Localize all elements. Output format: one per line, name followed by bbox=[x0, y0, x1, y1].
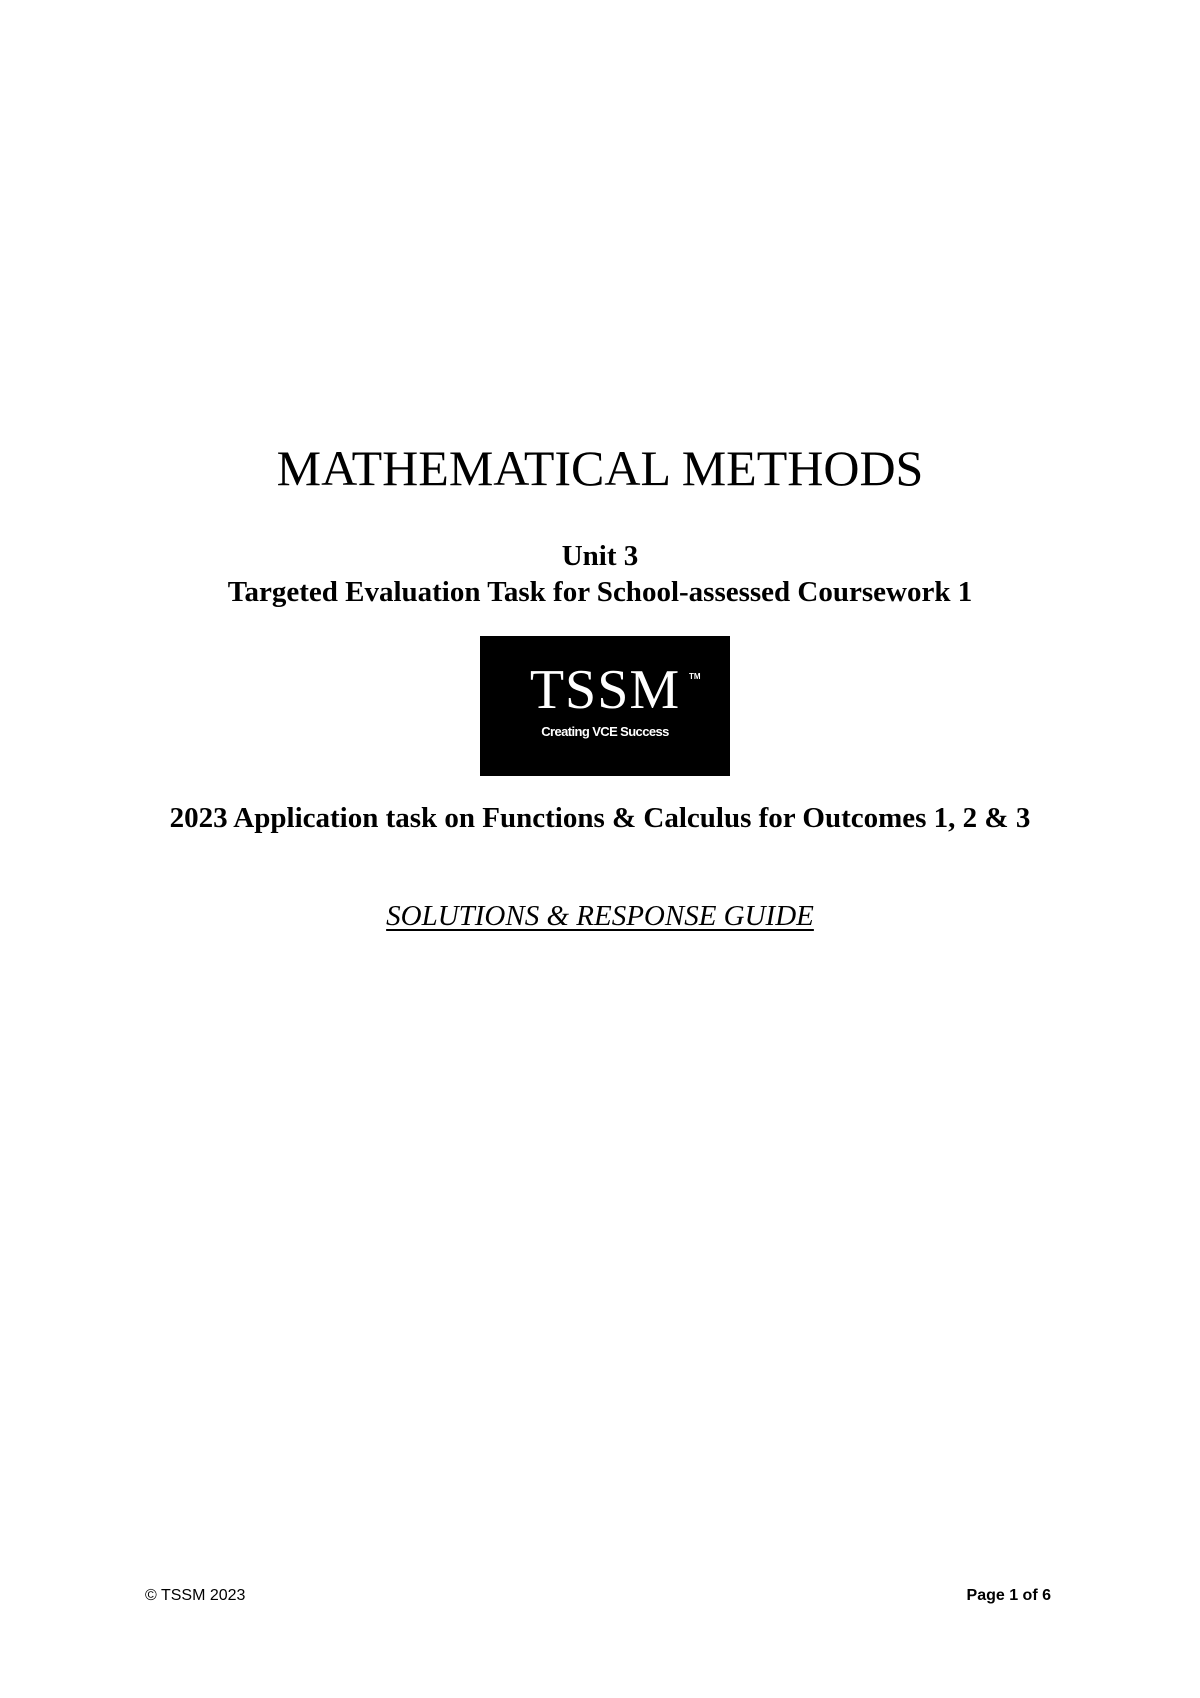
application-task-line: 2023 Application task on Functions & Calculus for Outcomes 1, 2 & 3 bbox=[169, 802, 1031, 834]
document-title: MATHEMATICAL METHODS bbox=[276, 440, 924, 496]
logo-wordmark: TSSM bbox=[529, 659, 681, 721]
unit-label: Unit 3 bbox=[561, 540, 639, 572]
tssm-logo bbox=[480, 636, 730, 776]
solutions-guide-heading: SOLUTIONS & RESPONSE GUIDE bbox=[386, 900, 814, 932]
logo-tagline: Creating VCE Success bbox=[541, 724, 669, 739]
footer-page-number: Page 1 of 6 bbox=[966, 1587, 1051, 1604]
footer-copyright: © TSSM 2023 bbox=[145, 1587, 246, 1604]
document-subtitle: Targeted Evaluation Task for School-assessed Coursework 1 bbox=[227, 576, 973, 608]
logo-trademark: TM bbox=[689, 672, 701, 681]
